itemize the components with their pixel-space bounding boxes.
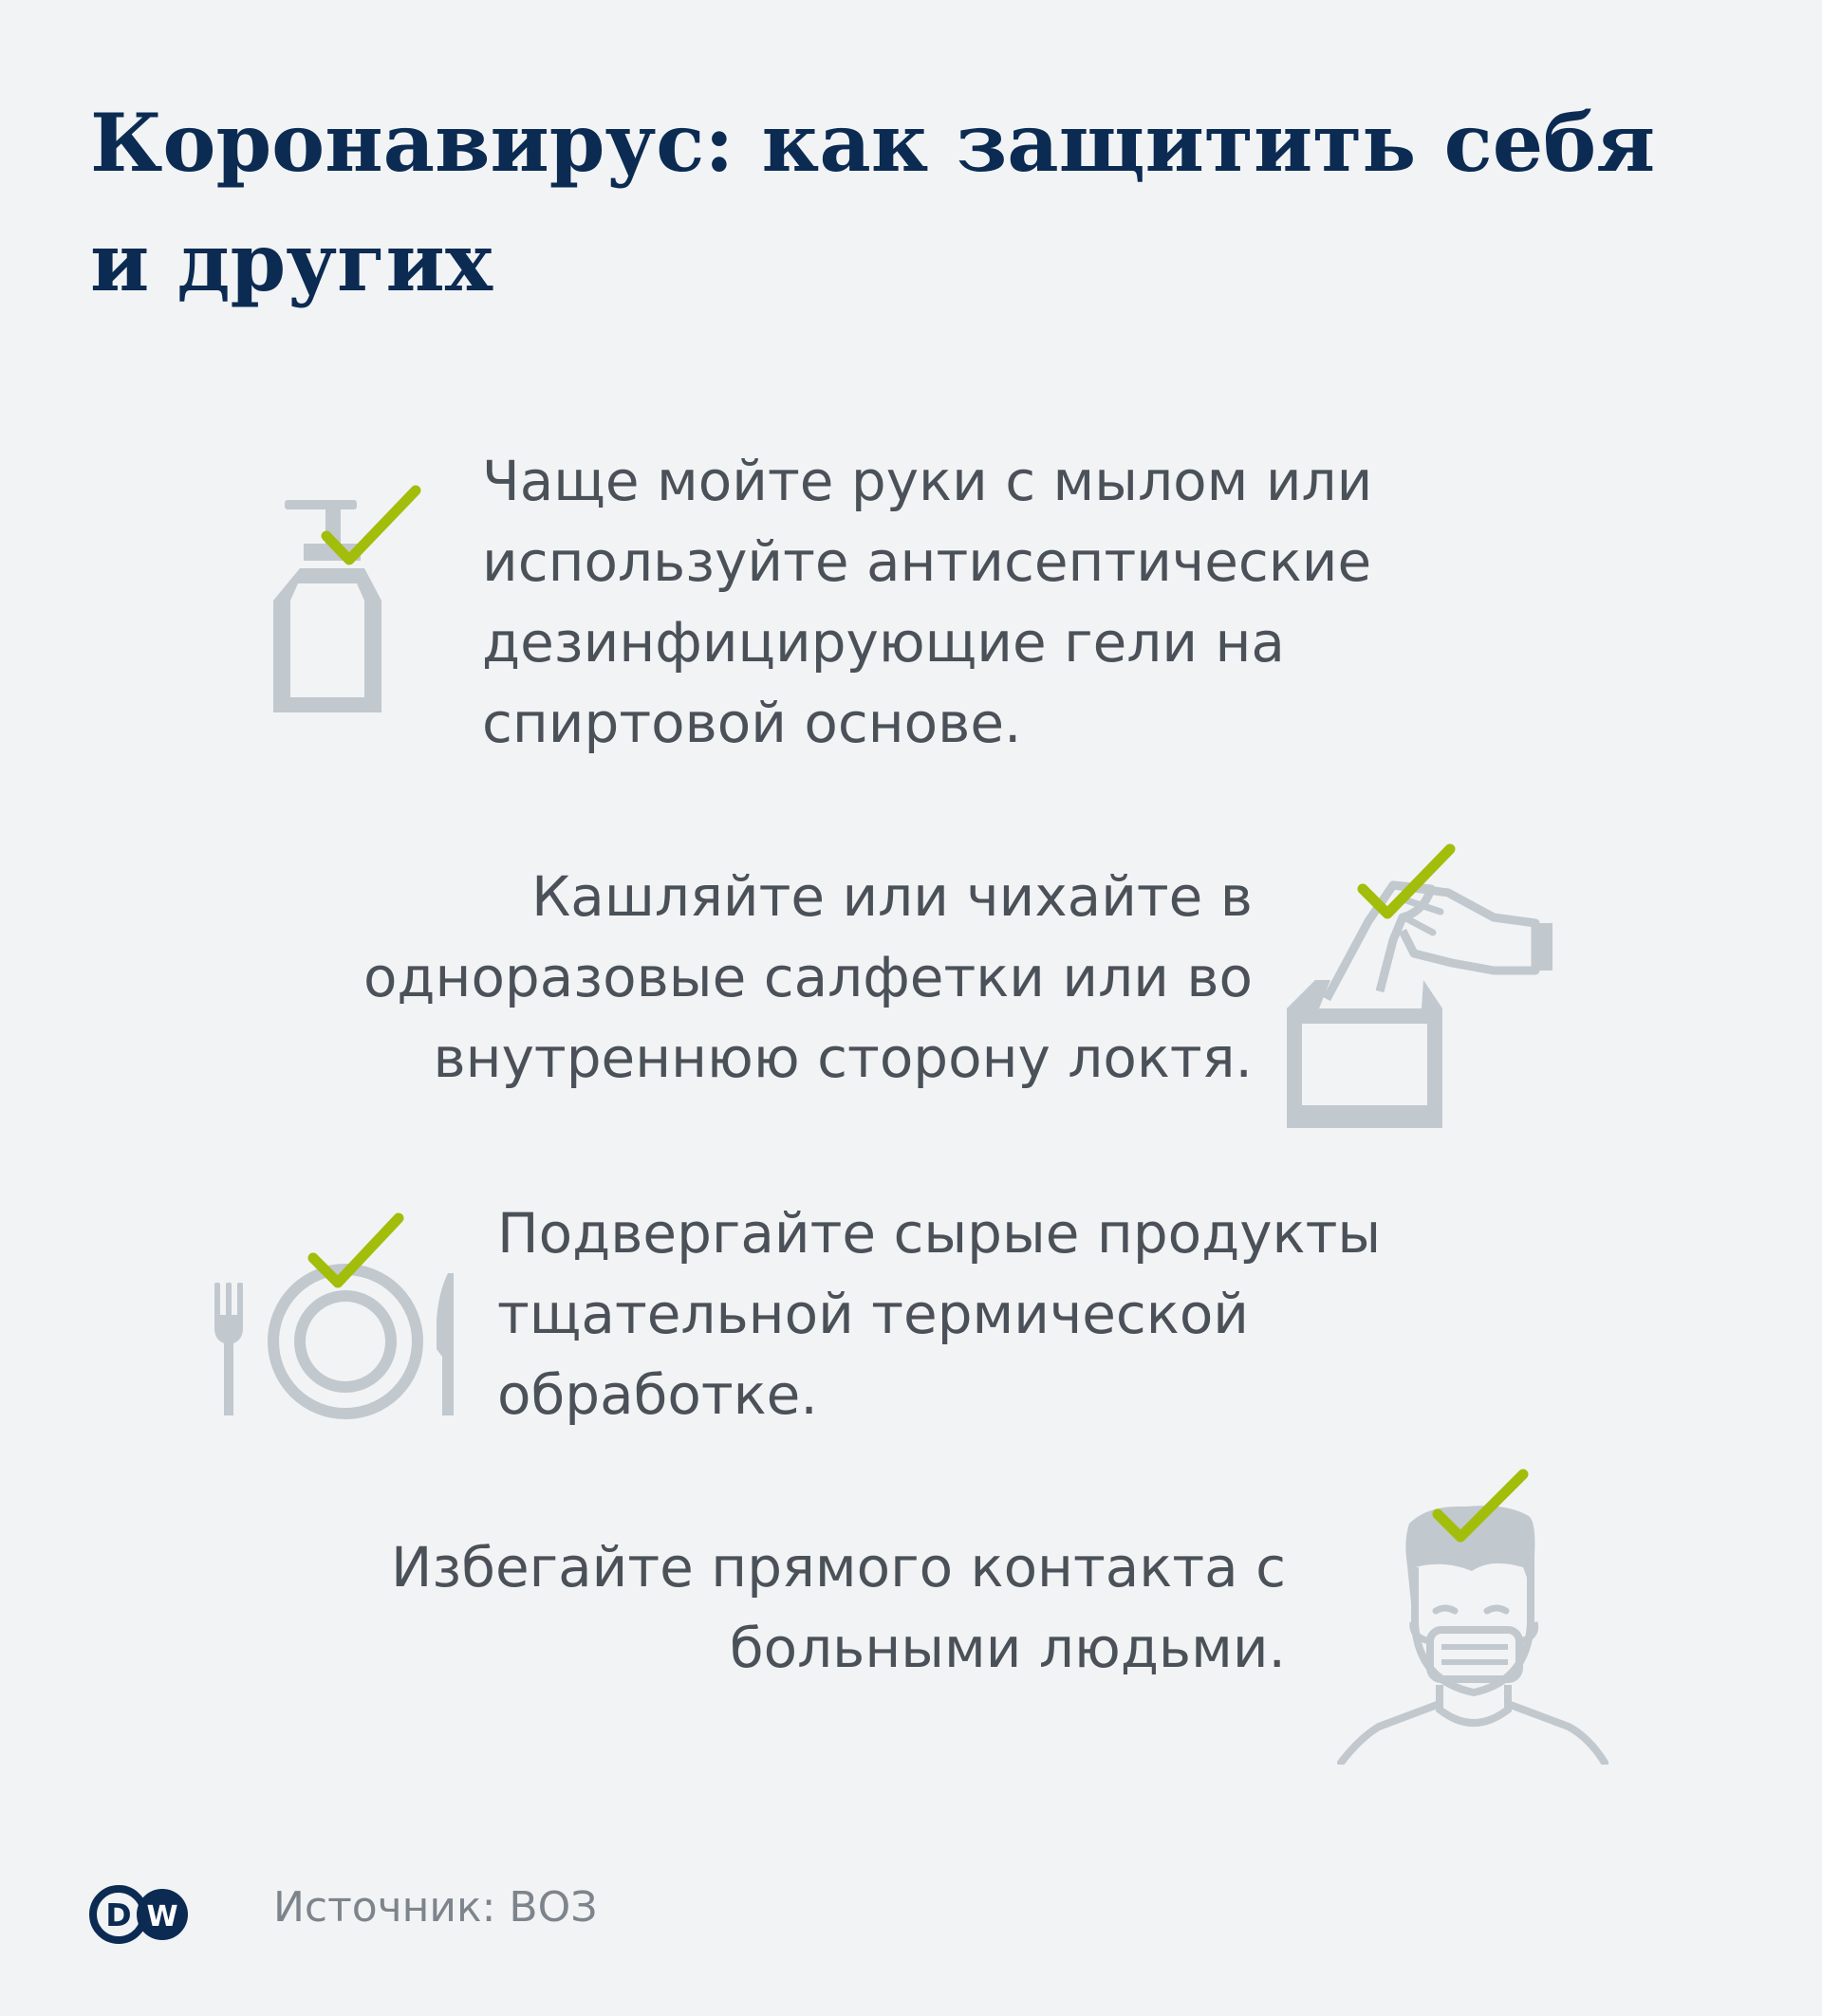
source-note: Источник: ВОЗ xyxy=(273,1883,598,1932)
tip-handwashing-text: Чаще мойте руки с мылом или используйте антисептические дезинфицирующие гели на спиртовой основе. xyxy=(482,449,1373,755)
tip-contact-text: Избегайте прямого контакта с больными людьми. xyxy=(390,1535,1286,1680)
dw-logo xyxy=(89,1885,194,1944)
soap-dispenser-icon xyxy=(266,479,437,716)
tip-food-text: Подвергайте сырые продукты тщательной термической обработке. xyxy=(497,1201,1382,1427)
plate-cutlery-icon xyxy=(211,1205,461,1433)
svg-text:W: W xyxy=(146,1900,178,1933)
page-title: Коронавирус: как защитить себя и других xyxy=(90,96,1656,309)
tip-cough-text: Кашляйте или чихайте в одноразовые салфетки или во внутреннюю сторону локтя. xyxy=(363,864,1253,1090)
masked-person-icon xyxy=(1333,1461,1608,1765)
tissue-box-icon xyxy=(1281,840,1566,1134)
svg-text:D: D xyxy=(105,1896,132,1933)
